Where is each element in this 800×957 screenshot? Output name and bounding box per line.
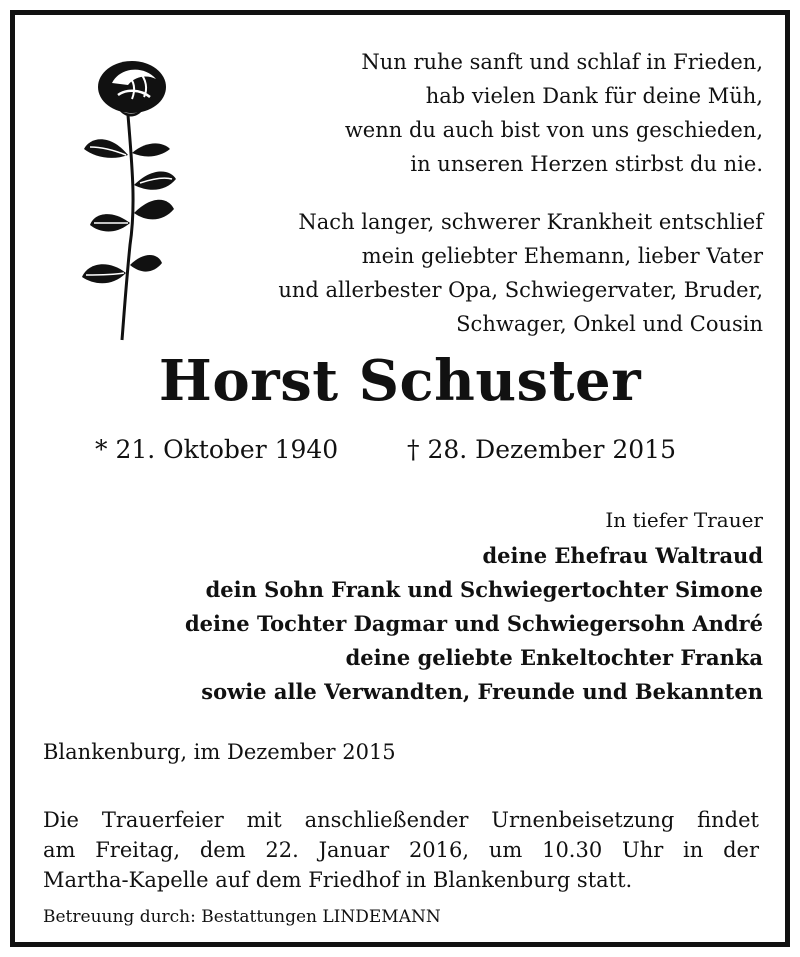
intro-line-3: und allerbester Opa, Schwiegervater, Bruder,	[278, 278, 763, 302]
poem-line-3: wenn du auch bist von uns geschieden,	[344, 118, 763, 142]
place-date: Blankenburg, im Dezember 2015	[43, 740, 396, 764]
undertaker-credit: Betreuung durch: Bestattungen LINDEMANN	[43, 907, 441, 927]
family-line-4: deine geliebte Enkeltochter Franka	[345, 645, 763, 670]
funeral-info-line-1: Die Trauerfeier mit anschließender Urnenbeisetzung findet	[43, 808, 759, 832]
obituary-frame	[10, 10, 790, 947]
funeral-info-line-2: am Freitag, dem 22. Januar 2016, um 10.30 Uhr in der	[43, 838, 759, 862]
intro-line-2: mein geliebter Ehemann, lieber Vater	[361, 244, 763, 268]
family-line-1: deine Ehefrau Waltraud	[482, 543, 763, 568]
poem-line-2: hab vielen Dank für deine Müh,	[425, 84, 763, 108]
intro-line-1: Nach langer, schwerer Krankheit entschlief	[298, 210, 763, 234]
poem-line-1: Nun ruhe sanft und schlaf in Frieden,	[361, 50, 763, 74]
birth-date: * 21. Oktober 1940	[95, 435, 339, 464]
funeral-info	[43, 805, 759, 895]
rose-icon	[70, 45, 180, 345]
family-line-3: deine Tochter Dagmar und Schwiegersohn André	[184, 611, 763, 636]
mourning-intro: In tiefer Trauer	[605, 508, 763, 532]
deceased-name: Horst Schuster	[158, 348, 642, 414]
family-line-2: dein Sohn Frank und Schwiegertochter Simone	[205, 577, 763, 602]
funeral-info-line-3: Martha-Kapelle auf dem Friedhof in Blankenburg statt.	[43, 868, 633, 892]
intro-line-4: Schwager, Onkel und Cousin	[456, 312, 763, 336]
poem-line-4: in unseren Herzen stirbst du nie.	[410, 152, 763, 176]
death-date: † 28. Dezember 2015	[407, 435, 676, 464]
family-line-5: sowie alle Verwandten, Freunde und Bekannten	[201, 679, 763, 704]
